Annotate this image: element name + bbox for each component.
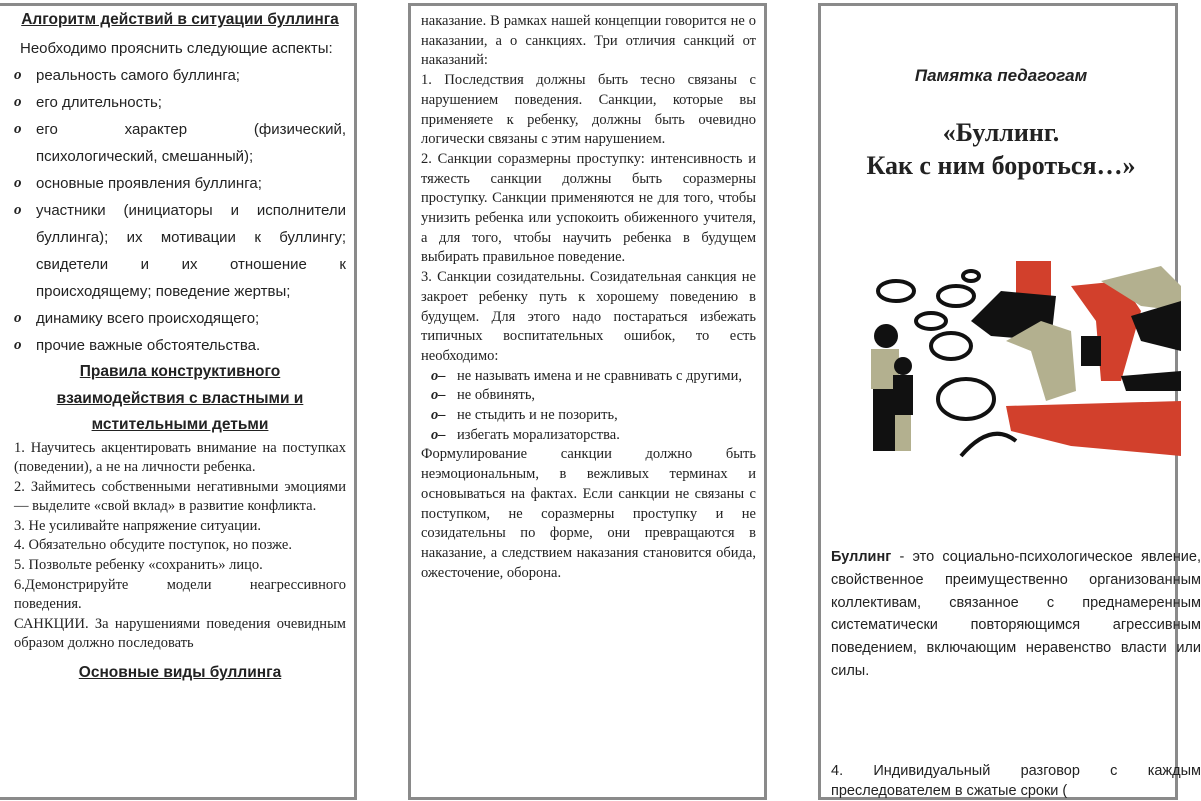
rule-item: САНКЦИИ. За нарушениями поведения очевидным образом должно последовать (14, 615, 346, 652)
memo-subtitle: Памятка педагогам (914, 66, 1088, 85)
dash-bullet-icon: o– (431, 407, 446, 424)
title-line-2: Как с ним бороться…» (866, 151, 1136, 180)
child-figure (893, 357, 913, 451)
rule-item: 4. Обязательно обсудите поступок, но позже. (14, 537, 292, 554)
dash-bullet-icon: o– (431, 387, 446, 404)
dont-text: не стыдить и не позорить, (457, 407, 618, 424)
panel-middle (408, 3, 767, 800)
bullying-definition (831, 546, 1201, 683)
rules-list (14, 439, 346, 655)
list-item (431, 406, 756, 426)
bullying-illustration (841, 241, 1181, 461)
heading-rules: Правила конструктивного взаимодействия с властными и мстительными детьми (56, 363, 304, 433)
aspects-list (14, 62, 346, 359)
list-item (431, 367, 756, 387)
aspect-text: основные проявления буллинга; (36, 175, 262, 192)
bullet-icon: o (14, 175, 22, 191)
sanction-point: 3. Санкции созидательны. Созидательная санкция не закроет ребенку путь к хорошему поведению в будущем. Для этого надо постараться избежать типичных воспитательных ошибок, то есть необходимо: (421, 269, 756, 364)
rule-item: 3. Не усиливайте напряжение ситуации. (14, 517, 261, 534)
rule-item: 5. Позвольте ребенку «сохранить» лицо. (14, 557, 263, 574)
list-item (14, 170, 346, 197)
sanction-point: 1. Последствия должны быть тесно связаны с нарушением поведения. Санкции, которые вы применяете к ребенку, должны быть очевидно логически связаны с этим нарушением. (421, 72, 756, 148)
intro-text: наказание. В рамках нашей концепции говорится не о наказании, а о санкциях. Три отличия санкций от наказаний: (421, 13, 756, 69)
definition-term: Буллинг (831, 549, 892, 565)
dont-text: не обвинять, (457, 387, 536, 404)
panel-left (0, 3, 357, 800)
brochure-title (831, 116, 1171, 182)
point-4-text: 4. Индивидуальный разговор с каждым преследователем в сжатые сроки ( (831, 763, 1201, 799)
donts-list (421, 367, 756, 446)
list-item (14, 62, 346, 89)
dash-bullet-icon: o– (431, 426, 446, 443)
panel-right (818, 3, 1201, 800)
aspect-text: его характер (физический, психологический, смешанный); (36, 121, 346, 165)
aspect-text: участники (инициаторы и исполнители буллинга); их мотивации к буллингу; свидетели и их отношение к происходящему; поведение жертвы; (36, 202, 346, 300)
sanction-points (421, 71, 756, 367)
bullet-icon: o (14, 202, 22, 218)
bullet-icon: o (14, 337, 22, 353)
dont-text: не называть имена и не сравнивать с другими, (457, 367, 742, 384)
definition-text: - это социально-психологическое явление, свойственное преимущественно организованным коллективам, связанное с преднамеренным систематически повторяющимся агрессивным поведением, включающим неравенство власти или силы. (831, 549, 1201, 679)
aspect-text: реальность самого буллинга; (36, 67, 240, 84)
heading-algorithm: Алгоритм действий в ситуации буллинга (21, 11, 339, 28)
bullet-icon: o (14, 94, 22, 110)
aspect-text: динамику всего происходящего; (36, 310, 260, 327)
list-item (14, 197, 346, 305)
conclusion-text: Формулирование санкции должно быть неэмоциональным, в вежливых терминах и основываться на фактах. Если санкции не связаны с поступком, не соразмерны проступку и не созидательны по форме, они превращаются в наказание, а следствием наказания становится обида, ожесточение, оборона. (421, 446, 756, 581)
list-item (431, 386, 756, 406)
rule-item: 2. Займитесь собственными негативными эмоциями — выделите «свой вклад» в развитие конфликта. (14, 478, 346, 515)
list-item (14, 116, 346, 170)
bullet-icon: o (14, 121, 22, 137)
bullet-icon: o (14, 67, 22, 83)
dont-text: избегать морализаторства. (457, 426, 620, 443)
list-item (14, 89, 346, 116)
title-line-1: «Буллинг. (942, 118, 1060, 147)
list-item (14, 332, 346, 359)
rule-item: 1. Научитесь акцентировать внимание на поступках (поведении), а не на личности ребенка. (14, 439, 346, 476)
dash-bullet-icon: o– (431, 367, 446, 384)
rule-item: 6.Демонстрируйте модели неагрессивного поведения. (14, 576, 346, 613)
list-item (431, 426, 756, 446)
intro-text: Необходимо прояснить следующие аспекты: (20, 40, 333, 57)
aspect-text: его длительность; (36, 94, 162, 111)
aspect-text: прочие важные обстоятельства. (36, 337, 261, 354)
bullet-icon: o (14, 310, 22, 326)
heading-types: Основные виды буллинга (78, 664, 282, 682)
monsters (971, 261, 1181, 456)
sanction-point: 2. Санкции соразмерны проступку: интенсивность и тяжесть санкции должны быть соразмерны проступку. Санкции применяются не для того, чтобы унизить ребенка или успокоить обиженного учителя, а для того, чтобы научить ребенка в будущем выбирать правильное поведение. (421, 150, 756, 266)
list-item (14, 305, 346, 332)
